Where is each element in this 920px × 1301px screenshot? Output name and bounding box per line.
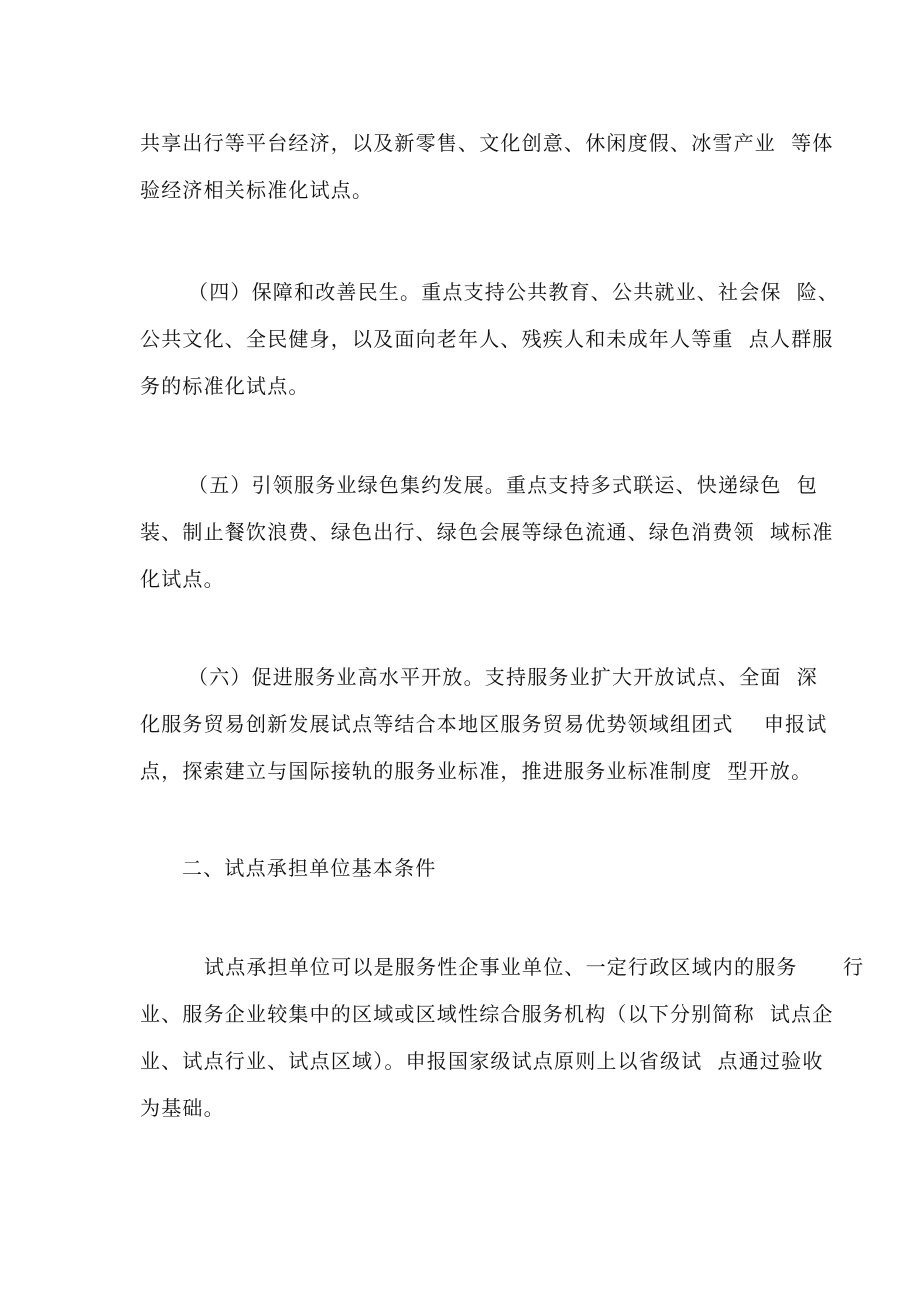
- paragraph-4-line-1: （六）促进服务业高水平开放。支持服务业扩大开放试点、全面 深: [188, 665, 818, 689]
- paragraph-1-line-2: 验经济相关标准化试点。: [140, 178, 374, 202]
- paragraph-4-line-2: 化服务贸易创新发展试点等结合本地区服务贸易优势领域组团式 申报试: [140, 712, 828, 736]
- paragraph-5-line-3: 业、试点行业、试点区域）。申报国家级试点原则上以省级试 点通过验收: [140, 1049, 824, 1073]
- paragraph-3-line-2: 装、制止餐饮浪费、绿色出行、绿色会展等绿色流通、绿色消费领 域标准: [140, 520, 834, 544]
- paragraph-1-line-1: 共享出行等平台经济，以及新零售、文化创意、休闲度假、冰雪产业 等体: [140, 131, 834, 155]
- paragraph-5-line-4: 为基础。: [140, 1096, 225, 1120]
- paragraph-2-line-1: （四）保障和改善民生。重点支持公共教育、公共就业、社会保 险、: [188, 280, 840, 304]
- paragraph-4-line-3: 点，探索建立与国际接轨的服务业标准，推进服务业标准制度 型开放。: [140, 759, 813, 783]
- paragraph-5-line-1: 试点承担单位可以是服务性企事业单位、一定行政区域内的服务 行: [204, 955, 865, 979]
- paragraph-3-line-3: 化试点。: [140, 567, 225, 591]
- paragraph-2-line-3: 务的标准化试点。: [140, 374, 310, 398]
- section-heading: 二、试点承担单位基本条件: [182, 856, 437, 880]
- paragraph-3-line-1: （五）引领服务业绿色集约发展。重点支持多式联运、快递绿色 包: [188, 473, 818, 497]
- paragraph-2-line-2: 公共文化、全民健身，以及面向老年人、残疾人和未成年人等重 点人群服: [140, 327, 834, 351]
- paragraph-5-line-2: 业、服务企业较集中的区域或区域性综合服务机构（以下分别简称 试点企: [140, 1002, 834, 1026]
